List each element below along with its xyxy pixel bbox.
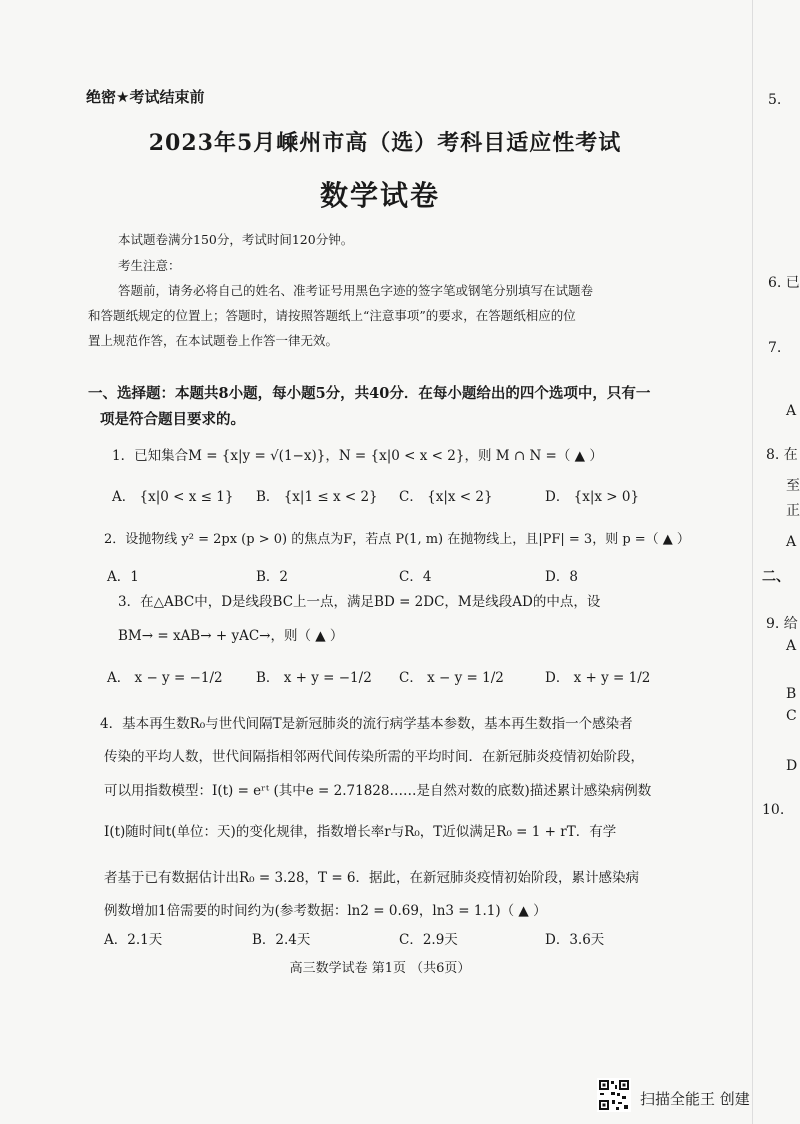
qr-code-icon: [597, 1078, 631, 1112]
right-margin-item: 6. 已: [768, 275, 800, 291]
q4-line-5: 者基于已有数据估计出R₀ = 3.28，T = 6．据此，在新冠肺炎疫情初始阶段，累计感染病: [104, 870, 640, 886]
intro-line-1: 本试题卷满分150分，考试时间120分钟。: [118, 232, 354, 247]
q4-line-2: 传染的平均人数，世代间隔指相邻两代间传染所需的平均时间．在新冠肺炎疫情初始阶段，: [104, 749, 644, 765]
right-margin-item: D: [786, 758, 798, 774]
right-margin-item: B: [786, 686, 797, 702]
q4-option-d: D．3.6天: [545, 932, 605, 948]
right-margin-item: 10.: [762, 802, 785, 818]
notice-title: 考生注意：: [118, 258, 181, 273]
q2-option-a: A．1: [107, 569, 139, 585]
intro-line-2: 答题前，请务必将自己的姓名、准考证号用黑色字迹的签字笔或钢笔分别填写在试题卷: [118, 283, 594, 298]
q3-option-c: C． x − y = 1/2: [399, 670, 504, 686]
q4-option-c: C．2.9天: [399, 932, 458, 948]
q2-option-d: D．8: [545, 569, 578, 585]
right-margin-item: 8. 在: [766, 447, 798, 463]
q1-option-b: B． {x|1 ≤ x < 2}: [256, 489, 378, 505]
section-1-line-2: 项是符合题目要求的。: [100, 411, 245, 428]
right-margin-item: 7.: [768, 340, 782, 356]
right-margin-item: C: [786, 708, 797, 724]
section-1-line-1: 一、选择题：本题共8小题，每小题5分，共40分．在每小题给出的四个选项中，只有一: [88, 385, 651, 402]
right-margin-item: A: [786, 638, 797, 654]
page-footer: 高三数学试卷 第1页 （共6页）: [289, 961, 471, 976]
right-margin-item: 二、: [762, 569, 790, 585]
q4-line-4: I(t)随时间t(单位：天)的变化规律，指数增长率r与R₀，T近似满足R₀ = 1 + rT．有学: [104, 824, 617, 840]
q1-option-d: D． {x|x > 0}: [545, 489, 640, 505]
right-margin-item: 至: [786, 478, 800, 494]
q3-line-1: 3．在△ABC中，D是线段BC上一点，满足BD = 2DC，M是线段AD的中点，设: [118, 594, 601, 610]
scanner-brand-watermark: 扫描全能王 创建: [640, 1090, 750, 1108]
q4-option-a: A．2.1天: [104, 932, 163, 948]
right-margin-item: A: [786, 403, 797, 419]
page-fold-line: [752, 0, 753, 1124]
q4-option-b: B．2.4天: [252, 932, 311, 948]
right-margin-item: 正: [786, 503, 800, 519]
intro-line-3: 和答题纸规定的位置上；答题时，请按照答题纸上“注意事项”的要求，在答题纸相应的位: [88, 308, 576, 323]
q1-option-a: A． {x|0 < x ≤ 1}: [112, 489, 234, 505]
q1-option-c: C． {x|x < 2}: [399, 489, 493, 505]
intro-line-4: 置上规范作答，在本试题卷上作答一律无效。: [88, 333, 339, 348]
q3-line-2: BM→ = xAB→ + yAC→，则（ ▲ ）: [118, 628, 344, 644]
right-margin-item: 9. 给: [766, 616, 798, 632]
q4-line-6: 例数增加1倍需要的时间约为(参考数据：ln2 = 0.69，ln3 = 1.1)（ ▲ ）: [104, 903, 547, 919]
secret-label: 绝密★考试结束前: [86, 88, 205, 106]
right-margin-item: A: [786, 534, 797, 550]
q1-stem: 1．已知集合M = {x|y = √(1−x)}，N = {x|0 < x < 2}，则 M ∩ N =（ ▲ ）: [112, 448, 603, 464]
subject-title: 数学试卷: [319, 179, 440, 212]
q2-option-b: B．2: [256, 569, 289, 585]
q3-option-b: B． x + y = −1/2: [256, 670, 372, 686]
q4-line-3: 可以用指数模型：I(t) = eʳᵗ (其中e = 2.71828……是自然对数的底数)描述累计感染病例数: [104, 783, 652, 799]
q2-stem: 2．设抛物线 y² = 2px (p > 0) 的焦点为F，若点 P(1, m) 在抛物线上，且|PF| = 3，则 p =（ ▲ ）: [104, 532, 690, 547]
exam-title: 2023年5月嵊州市高（选）考科目适应性考试: [148, 130, 622, 156]
q2-option-c: C．4: [399, 569, 432, 585]
q4-line-1: 4．基本再生数R₀与世代间隔T是新冠肺炎的流行病学基本参数，基本再生数指一个感染者: [100, 716, 633, 732]
q3-option-a: A． x − y = −1/2: [107, 670, 223, 686]
right-margin-item: 5.: [768, 92, 782, 108]
q3-option-d: D． x + y = 1/2: [545, 670, 651, 686]
